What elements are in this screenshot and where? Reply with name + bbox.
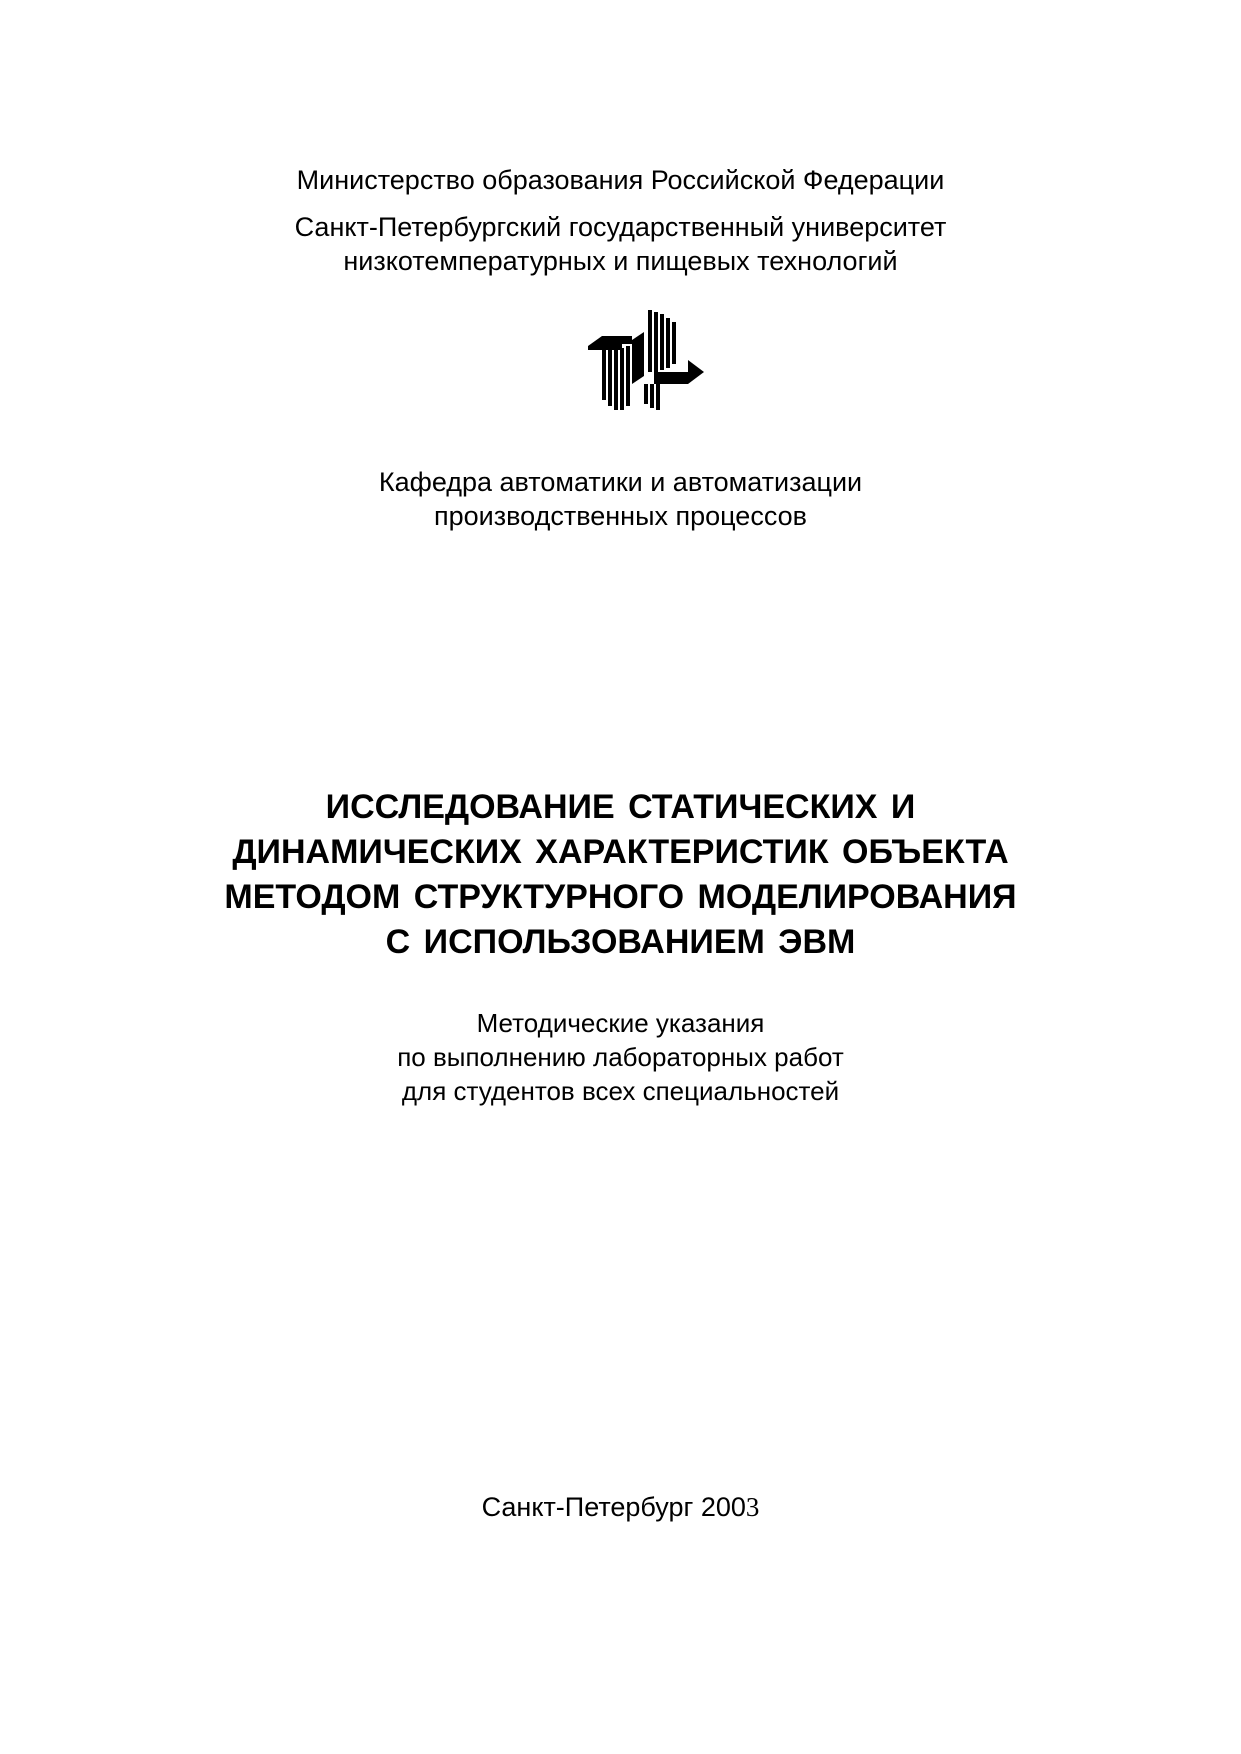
title-line4: С ИСПОЛЬЗОВАНИЕМ ЭВМ <box>385 923 856 961</box>
department-line1: Кафедра автоматики и автоматизации <box>378 467 863 497</box>
subtitle-line1: Методические указания <box>476 1008 765 1038</box>
university-name-line2: низкотемпературных и пищевых технологий <box>343 246 898 276</box>
subtitle-line2: по выполнению лабораторных работ <box>397 1042 844 1072</box>
university-name-line1: Санкт-Петербургский государственный университет <box>294 212 947 242</box>
publication-year-digit: 3 <box>745 1492 760 1522</box>
publication-city: Санкт-Петербург 200 <box>481 1492 746 1522</box>
university-emblem-icon <box>588 310 704 412</box>
department-line2: производственных процессов <box>434 501 807 531</box>
publication-place-year <box>0 1494 1241 1521</box>
title-line3: МЕТОДОМ СТРУКТУРНОГО МОДЕЛИРОВАНИЯ <box>224 878 1017 916</box>
subtitle-line3: для студентов всех специальностей <box>401 1076 840 1106</box>
ministry-name: Министерство образования Российской Федерации <box>296 165 945 195</box>
title-line1: ИССЛЕДОВАНИЕ СТАТИЧЕСКИХ И <box>325 788 916 826</box>
title-line2: ДИНАМИЧЕСКИХ ХАРАКТЕРИСТИК ОБЪЕКТА <box>232 833 1009 871</box>
